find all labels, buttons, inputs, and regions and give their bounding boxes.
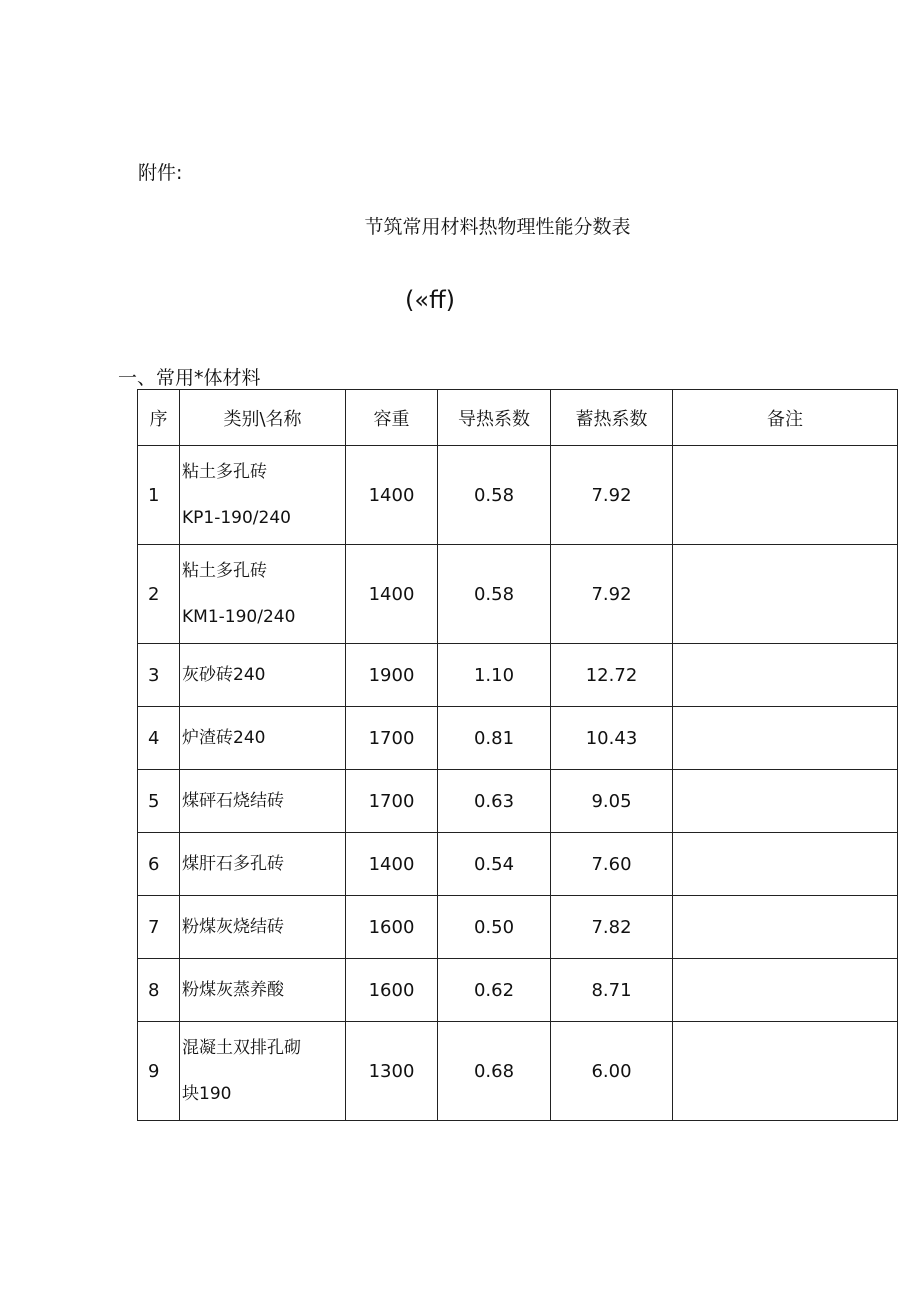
row-conductivity: 0.68 <box>438 1022 551 1121</box>
row-name <box>180 896 346 959</box>
row-index: 6 <box>138 833 180 896</box>
table-row <box>138 446 898 545</box>
row-density: 1600 <box>346 959 438 1022</box>
row-conductivity: 0.54 <box>438 833 551 896</box>
row-conductivity: 1.10 <box>438 644 551 707</box>
materials-table <box>137 389 898 1121</box>
row-name-line: 粘土多孔砖 <box>182 561 267 581</box>
row-note <box>673 446 898 545</box>
row-name <box>180 833 346 896</box>
row-name <box>180 446 346 545</box>
row-name-line: 炉渣砖240 <box>182 728 266 748</box>
row-density: 1400 <box>346 545 438 644</box>
table-row <box>138 545 898 644</box>
row-conductivity: 0.50 <box>438 896 551 959</box>
row-note <box>673 545 898 644</box>
row-density: 1600 <box>346 896 438 959</box>
document-subtitle: («ff) <box>405 286 455 314</box>
row-note <box>673 896 898 959</box>
row-conductivity: 0.58 <box>438 545 551 644</box>
row-index: 1 <box>138 446 180 545</box>
section-heading: 一、常用*体材料 <box>118 367 261 389</box>
row-storage: 9.05 <box>551 770 673 833</box>
row-conductivity: 0.81 <box>438 707 551 770</box>
row-note <box>673 770 898 833</box>
row-storage: 10.43 <box>551 707 673 770</box>
row-storage: 7.92 <box>551 446 673 545</box>
row-name-line: 灰砂砖240 <box>182 665 266 685</box>
row-storage: 8.71 <box>551 959 673 1022</box>
row-index: 3 <box>138 644 180 707</box>
header-storage: 蓄热系数 <box>551 390 673 446</box>
table-row <box>138 833 898 896</box>
row-name-line: 粘土多孔砖 <box>182 462 267 482</box>
row-name-line: 块190 <box>182 1084 232 1104</box>
row-storage: 6.00 <box>551 1022 673 1121</box>
header-note: 备注 <box>673 390 898 446</box>
row-name-line: 煤肝石多孔砖 <box>182 854 284 874</box>
row-name-line: KP1-190/240 <box>182 508 291 528</box>
row-note <box>673 644 898 707</box>
table-row <box>138 644 898 707</box>
table-header-row <box>138 390 898 446</box>
row-name <box>180 1022 346 1121</box>
row-note <box>673 1022 898 1121</box>
row-index: 2 <box>138 545 180 644</box>
row-conductivity: 0.63 <box>438 770 551 833</box>
table-row <box>138 959 898 1022</box>
row-density: 1300 <box>346 1022 438 1121</box>
row-density: 1700 <box>346 707 438 770</box>
row-density: 1700 <box>346 770 438 833</box>
row-storage: 7.60 <box>551 833 673 896</box>
header-density: 容重 <box>346 390 438 446</box>
row-density: 1400 <box>346 833 438 896</box>
row-name-line: KM1-190/240 <box>182 607 296 627</box>
header-conductivity: 导热系数 <box>438 390 551 446</box>
header-index: 序 <box>138 390 180 446</box>
row-conductivity: 0.62 <box>438 959 551 1022</box>
row-name-line: 混凝土双排孔砌 <box>182 1038 301 1058</box>
table-row <box>138 707 898 770</box>
row-index: 9 <box>138 1022 180 1121</box>
row-name-line: 煤砰石烧结砖 <box>182 791 284 811</box>
row-index: 7 <box>138 896 180 959</box>
row-name-line: 粉煤灰烧结砖 <box>182 917 284 937</box>
row-index: 5 <box>138 770 180 833</box>
row-name <box>180 707 346 770</box>
row-density: 1900 <box>346 644 438 707</box>
document-title: 节筑常用材料热物理性能分数表 <box>364 216 631 238</box>
header-name: 类别\名称 <box>180 390 346 446</box>
row-name <box>180 644 346 707</box>
row-density: 1400 <box>346 446 438 545</box>
row-name <box>180 545 346 644</box>
row-note <box>673 707 898 770</box>
row-note <box>673 959 898 1022</box>
row-name <box>180 770 346 833</box>
attachment-label: 附件: <box>138 162 183 184</box>
row-conductivity: 0.58 <box>438 446 551 545</box>
table-row <box>138 896 898 959</box>
row-name-line: 粉煤灰蒸养酸 <box>182 980 284 1000</box>
row-storage: 7.92 <box>551 545 673 644</box>
row-index: 4 <box>138 707 180 770</box>
row-storage: 12.72 <box>551 644 673 707</box>
row-name <box>180 959 346 1022</box>
row-note <box>673 833 898 896</box>
row-storage: 7.82 <box>551 896 673 959</box>
table-row <box>138 770 898 833</box>
row-index: 8 <box>138 959 180 1022</box>
table-row <box>138 1022 898 1121</box>
